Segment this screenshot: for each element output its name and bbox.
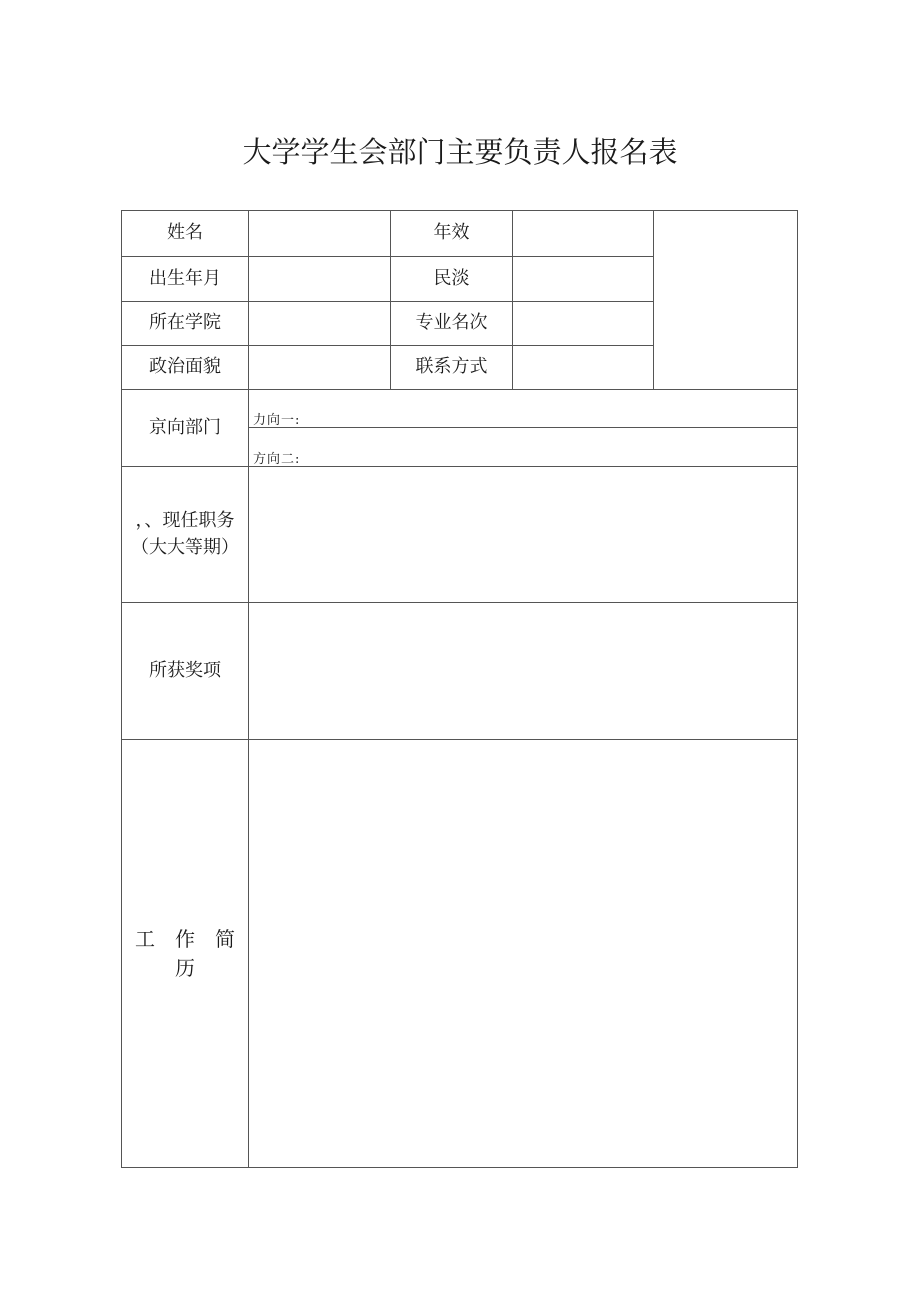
major-rank-label: 专业名次 <box>415 312 488 334</box>
direction-two-field[interactable] <box>312 428 797 466</box>
birth-date-label: 出生年月 <box>149 267 221 289</box>
work-resume-label-line1: 工 作 简 <box>135 926 235 951</box>
work-resume-field[interactable] <box>249 740 797 1167</box>
registration-form <box>121 210 798 1168</box>
current-position-label-line1: ，、现任职务 <box>135 510 235 532</box>
political-status-field[interactable] <box>249 346 390 389</box>
direction-one-field[interactable] <box>312 390 797 427</box>
photo-area[interactable] <box>654 211 797 389</box>
name-label: 姓名 <box>167 222 203 244</box>
awards-label: 所获奖项 <box>149 659 221 681</box>
contact-field[interactable] <box>513 346 653 389</box>
age-field[interactable] <box>513 211 653 256</box>
current-position-label <box>122 467 248 602</box>
direction-two-label: 方向二: <box>253 452 301 467</box>
political-status-label: 政治面貌 <box>149 356 221 378</box>
direction-one-label: 力向一: <box>253 413 301 428</box>
form-title: 大学学生会部门主要负责人报名表 <box>242 135 678 169</box>
department-label: 京向部门 <box>149 416 221 438</box>
ethnicity-field[interactable] <box>513 257 653 301</box>
birth-date-field[interactable] <box>249 257 390 301</box>
work-resume-label <box>122 740 248 1167</box>
major-rank-field[interactable] <box>513 302 653 345</box>
awards-field[interactable] <box>249 603 797 739</box>
current-position-label-line2: （大大等期） <box>131 536 239 558</box>
work-resume-label-line2: 历 <box>175 955 195 980</box>
age-label: 年效 <box>433 222 470 244</box>
ethnicity-label: 民淡 <box>433 267 470 289</box>
college-field[interactable] <box>249 302 390 345</box>
college-label: 所在学院 <box>149 312 221 334</box>
current-position-field[interactable] <box>249 467 797 602</box>
contact-label: 联系方式 <box>415 356 488 378</box>
name-field[interactable] <box>249 211 390 256</box>
